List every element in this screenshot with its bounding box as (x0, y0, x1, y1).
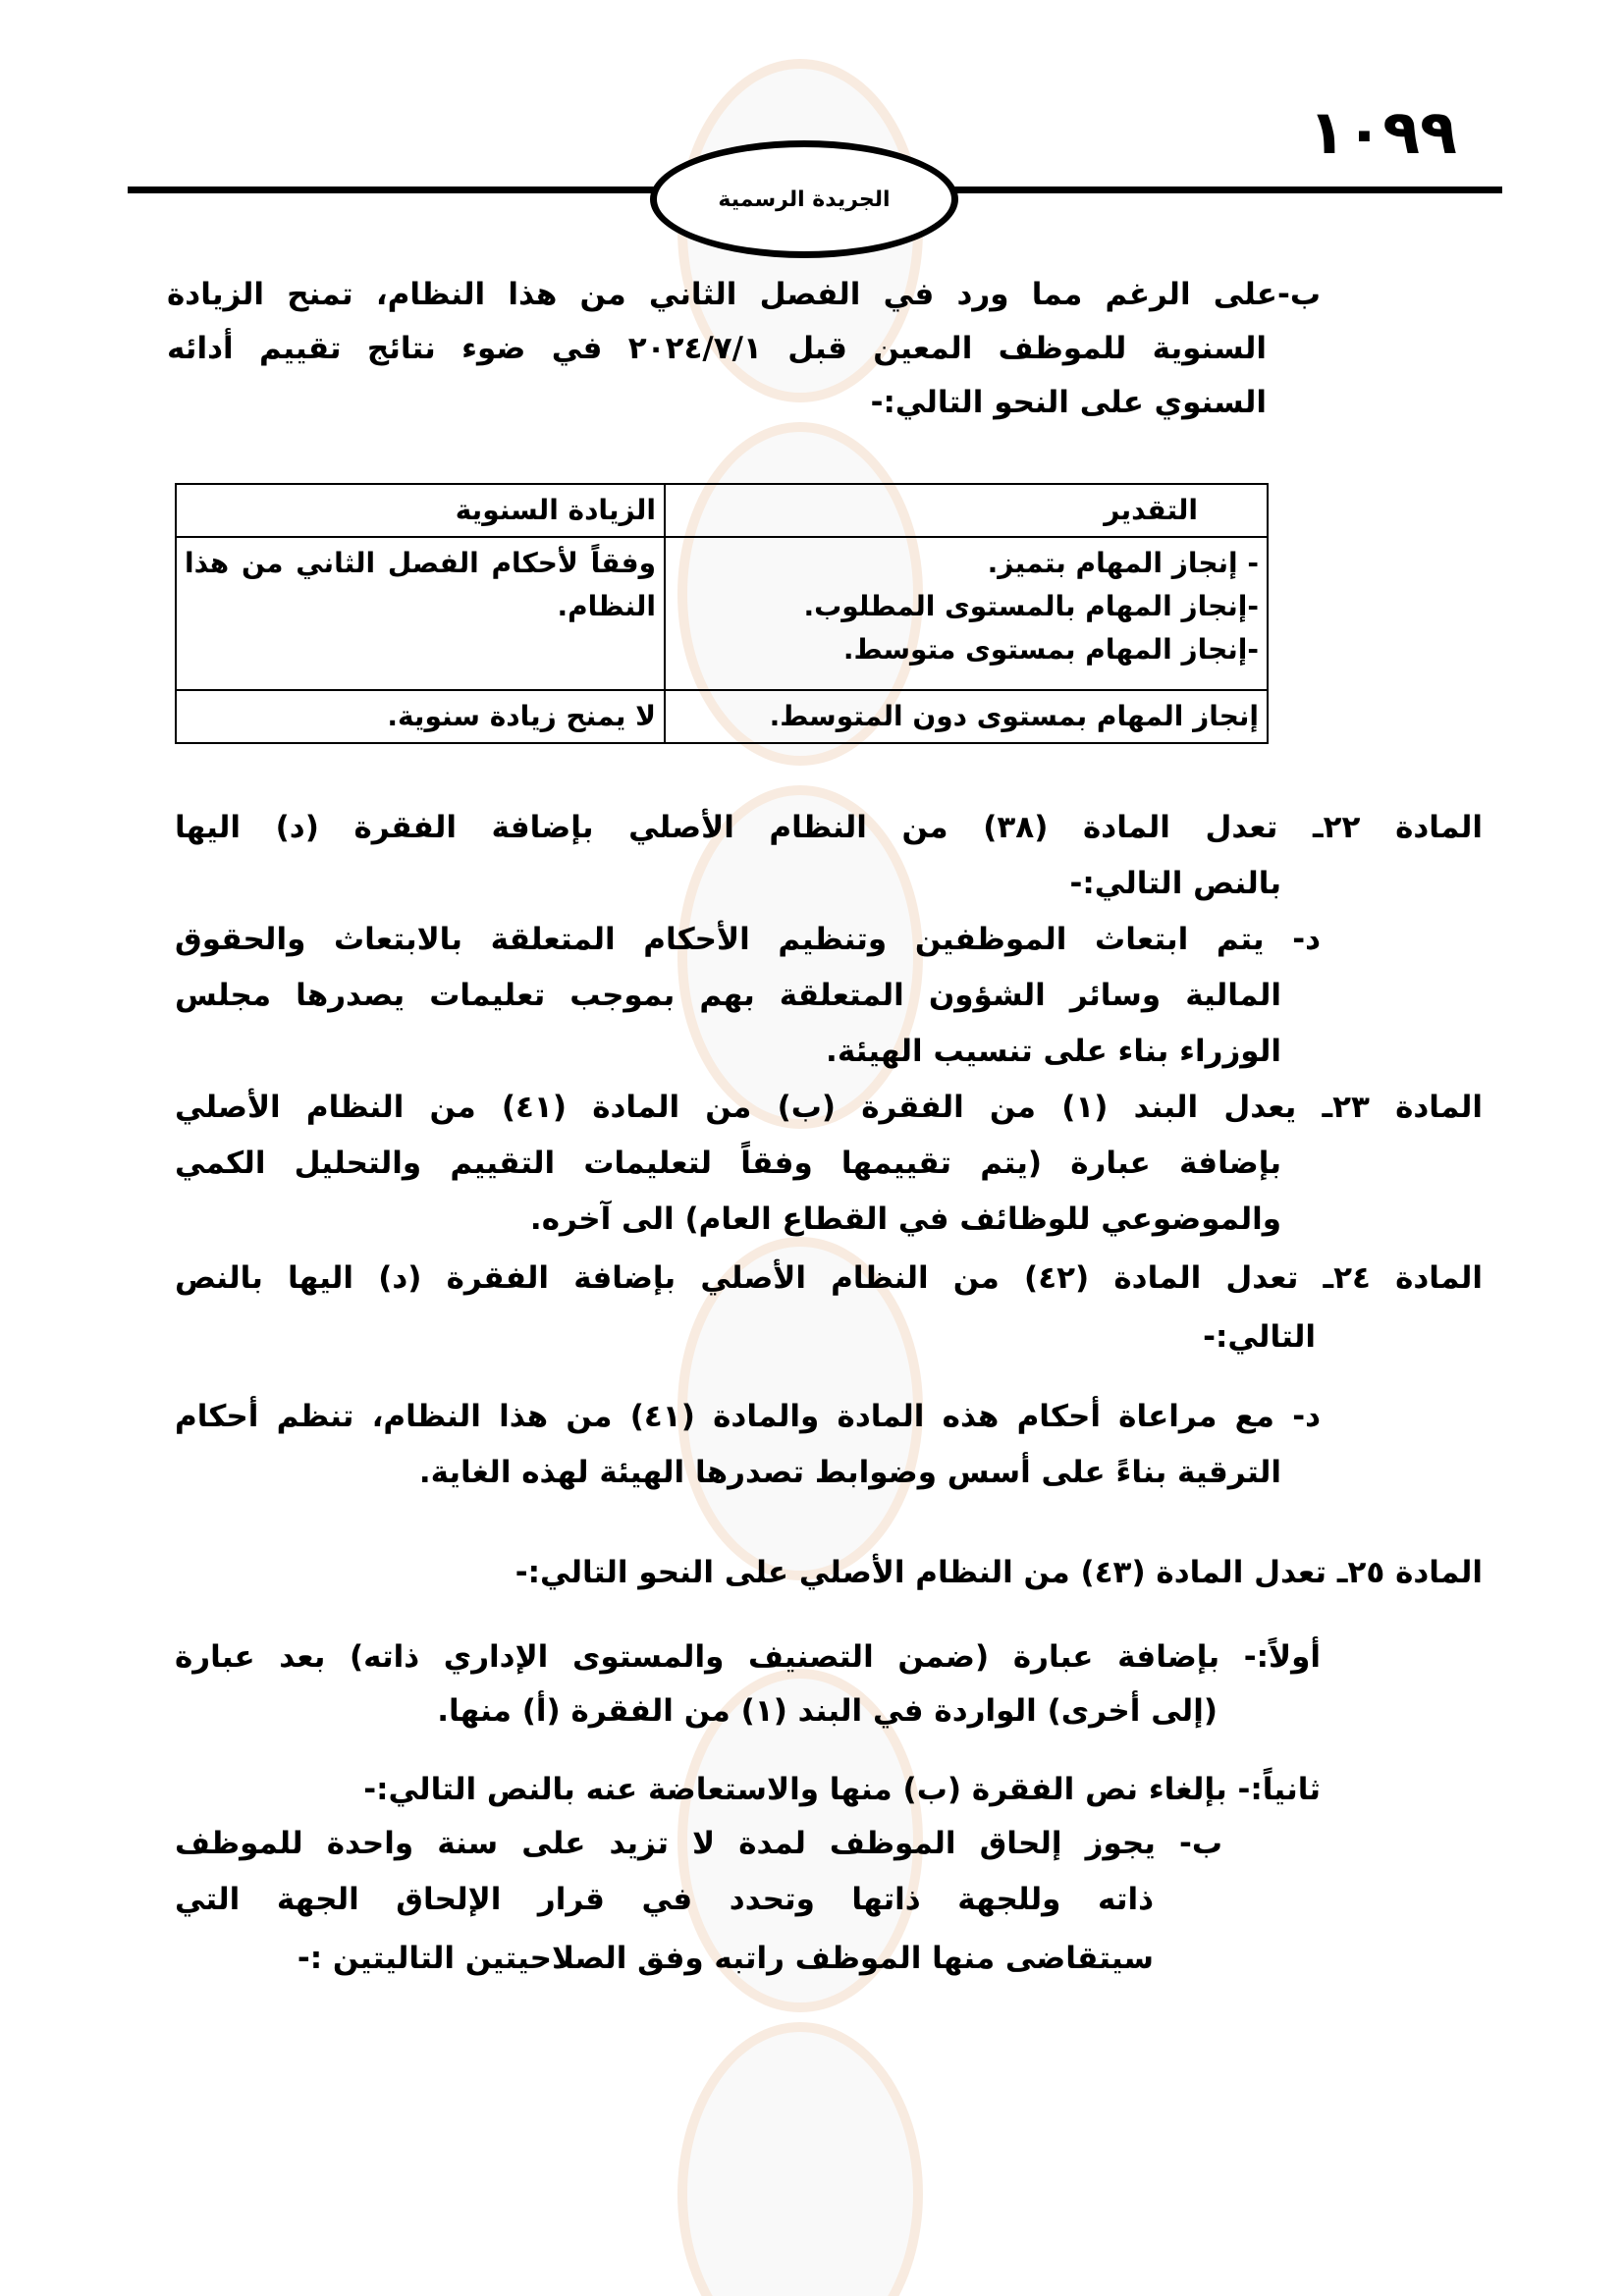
article-23: والموضوعي للوظائف في القطاع العام) الى آخره. (529, 1201, 1281, 1237)
paragraph-line: ب-على الرغم مما ورد في الفصل الثاني من هذا النظام، تمنح الزيادة (167, 277, 1321, 312)
publication-emblem (650, 140, 958, 258)
article-22: بالنص التالي:- (1069, 866, 1281, 901)
article-25-second: ثانياً:- بإلغاء نص الفقرة (ب) منها والاستعاضة عنه بالنص التالي:- (363, 1772, 1321, 1807)
rating-table (175, 483, 1269, 744)
page-number: ١٠٩٩ (1308, 96, 1457, 168)
paragraph-line: السنوية للموظف المعين قبل ٢٠٢٤/٧/١ في ضوء نتائج تقييم أدائه (167, 331, 1267, 366)
rating-item: - إنجاز المهام بتميز. (987, 547, 1259, 579)
article-25-b: ب- يجوز إلحاق الموظف لمدة لا تزيد على سنة واحدة للموظف (175, 1826, 1222, 1861)
article-22-d: د- يتم ابتعاث الموظفين وتنظيم الأحكام المتعلقة بالابتعاث والحقوق (175, 922, 1321, 957)
article-25-first: أولاً:- بإضافة عبارة (ضمن التصنيف والمستوى الإداري ذاته) بعد عبارة (175, 1639, 1321, 1675)
rating-item: إنجاز المهام بمستوى دون المتوسط. (665, 690, 1268, 743)
header-increase: الزيادة السنوية (176, 484, 665, 537)
rating-item: -إنجاز المهام بالمستوى المطلوب. (803, 590, 1259, 622)
paragraph-line: السنوي على النحو التالي:- (870, 385, 1267, 420)
increase-value: وفقاً لأحكام الفصل الثاني من هذا النظام. (176, 537, 665, 690)
header-rating: التقدير (665, 484, 1268, 537)
increase-value: لا يمنح زيادة سنوية. (176, 690, 665, 743)
article-23: بإضافة عبارة (يتم تقييمها وفقاً لتعليمات التقييم والتحليل الكمي (175, 1146, 1281, 1181)
article-22: المادة ٢٢ـ تعدل المادة (٣٨) من النظام الأصلي بإضافة الفقرة (د) اليها (175, 810, 1483, 845)
article-22-d: المالية وسائر الشؤون المتعلقة بهم بموجب تعليمات يصدرها مجلس (175, 978, 1281, 1013)
article-24-d: د- مع مراعاة أحكام هذه المادة والمادة (٤١) من هذا النظام، تنظم أحكام (175, 1399, 1322, 1434)
rating-item: -إنجاز المهام بمستوى متوسط. (842, 633, 1259, 666)
article-23: المادة ٢٣ـ يعدل البند (١) من الفقرة (ب) من المادة (٤١) من النظام الأصلي (175, 1090, 1483, 1125)
article-25-first: (إلى أخرى) الواردة في البند (١) من الفقرة (أ) منها. (437, 1693, 1218, 1729)
article-24-d: الترقية بناءً على أسس وضوابط تصدرها الهيئة لهذه الغاية. (418, 1455, 1281, 1490)
table-row (176, 690, 1268, 743)
watermark (677, 2022, 923, 2296)
table-header-row (176, 484, 1268, 537)
table-row (176, 537, 1268, 690)
article-25: المادة ٢٥ـ تعدل المادة (٤٣) من النظام الأصلي على النحو التالي:- (514, 1555, 1483, 1590)
publication-title: الجريدة الرسمية (718, 187, 891, 212)
article-24: التالي:- (1203, 1319, 1316, 1355)
article-25-b: ذاته وللجهة ذاتها وتحدد في قرار الإلحاق الجهة التي (175, 1882, 1154, 1917)
article-22-d: الوزراء بناء على تنسيب الهيئة. (826, 1034, 1281, 1069)
article-24: المادة ٢٤ـ تعدل المادة (٤٢) من النظام الأصلي بإضافة الفقرة (د) اليها بالنص (175, 1260, 1484, 1296)
article-25-b: سيتقاضى منها الموظف راتبه وفق الصلاحيتين التاليتين :- (297, 1941, 1154, 1976)
